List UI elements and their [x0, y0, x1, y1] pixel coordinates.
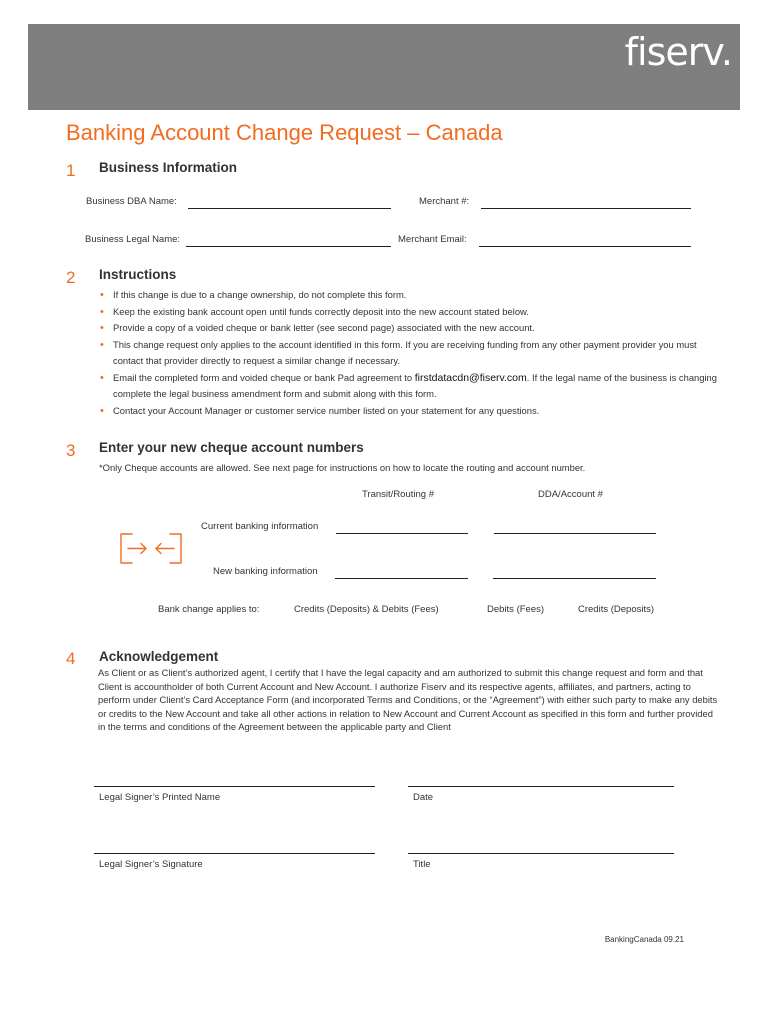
list-item: • If this change is due to a change ownership, do not complete this form.: [98, 287, 718, 304]
option-credits-debits[interactable]: Credits (Deposits) & Debits (Fees): [294, 604, 439, 615]
list-item: • Provide a copy of a voided cheque or bank letter (see second page) associated with the new account.: [98, 320, 718, 337]
transfer-arrows-icon: [118, 532, 184, 566]
email-instruction-text-end: . If the legal name of the business is changing complete the legal business amendment form and submit along with this form.: [113, 371, 717, 399]
title-label: Title: [413, 859, 431, 870]
page-title: Banking Account Change Request – Canada: [66, 120, 503, 145]
cheque-note: *Only Cheque accounts are allowed. See next page for instructions on how to locate the routing and account number.: [99, 462, 586, 473]
transit-routing-header: Transit/Routing #: [362, 489, 434, 500]
dda-account-header: DDA/Account #: [538, 489, 603, 500]
business-dba-label: Business DBA Name:: [86, 196, 177, 207]
section-3-heading: Enter your new cheque account numbers: [99, 440, 364, 455]
option-debits[interactable]: Debits (Fees): [487, 604, 545, 615]
section-2-number: 2: [66, 268, 76, 287]
section-3-number: 3: [66, 441, 76, 460]
printed-name-field[interactable]: [94, 786, 375, 787]
section-4-number: 4: [66, 649, 76, 668]
bank-change-applies-label: Bank change applies to:: [158, 604, 260, 615]
current-account-field[interactable]: [494, 533, 656, 534]
date-label: Date: [413, 792, 434, 803]
list-item: • Contact your Account Manager or customer service number listed on your statement for any questions.: [98, 403, 718, 420]
printed-name-label: Legal Signer’s Printed Name: [99, 792, 221, 803]
merchant-email-field[interactable]: [479, 246, 691, 247]
section-1-number: 1: [66, 161, 76, 180]
new-banking-label: New banking information: [213, 566, 318, 577]
section-2-heading: Instructions: [99, 267, 177, 282]
list-item: • This change request only applies to the account identified in this form. If you are receiving funding from any other payment provider you must contact that provider directly to request a similar change if necessary.: [98, 337, 718, 370]
merchant-number-label: Merchant #:: [419, 196, 470, 207]
new-account-field[interactable]: [493, 578, 656, 579]
business-dba-field[interactable]: [188, 208, 391, 209]
merchant-email-label: Merchant Email:: [398, 234, 467, 245]
date-field[interactable]: [408, 786, 674, 787]
signature-field[interactable]: [94, 853, 375, 854]
title-field[interactable]: [408, 853, 674, 854]
form-code: BankingCanada 09.21: [604, 935, 684, 944]
current-transit-field[interactable]: [336, 533, 468, 534]
signature-label: Legal Signer’s Signature: [99, 859, 203, 870]
section-1-heading: Business Information: [99, 160, 238, 175]
current-banking-label: Current banking information: [201, 521, 319, 532]
new-transit-field[interactable]: [335, 578, 468, 579]
merchant-number-field[interactable]: [481, 208, 691, 209]
option-credits[interactable]: Credits (Deposits): [578, 604, 655, 615]
section-4-heading: Acknowledgement: [99, 649, 219, 664]
acknowledgement-text: As Client or as Client’s authorized agent, I certify that I have the legal capacity and am authorized to submit this change request and form and that Client is accountholder of both Current Account and New Account. I authorize Fiserv and its respective agents, affiliates, and partners, acting to perform under Client’s Card Acceptance Form (and incorporated Terms and Conditions, or the “Agreement”) with either such party to make any debits or credits to the New Account and take all other actions in relation to New Account and Current Account as specified in this form and further provided in the terms and conditions of the Agreement between the applicable party and Client: [98, 667, 718, 733]
list-item: • Keep the existing bank account open until funds correctly deposit into the new account stated below.: [98, 304, 718, 321]
list-item: [98, 370, 718, 403]
email-instruction-text: Email the completed form and voided cheque or bank Pad agreement to: [113, 371, 415, 383]
business-legal-name-label: Business Legal Name:: [85, 234, 181, 245]
instructions-list: [98, 287, 718, 419]
business-legal-name-field[interactable]: [186, 246, 391, 247]
fiserv-logo: fiserv.: [624, 30, 732, 74]
support-email-link[interactable]: firstdatacdn@fiserv.com: [414, 371, 527, 384]
